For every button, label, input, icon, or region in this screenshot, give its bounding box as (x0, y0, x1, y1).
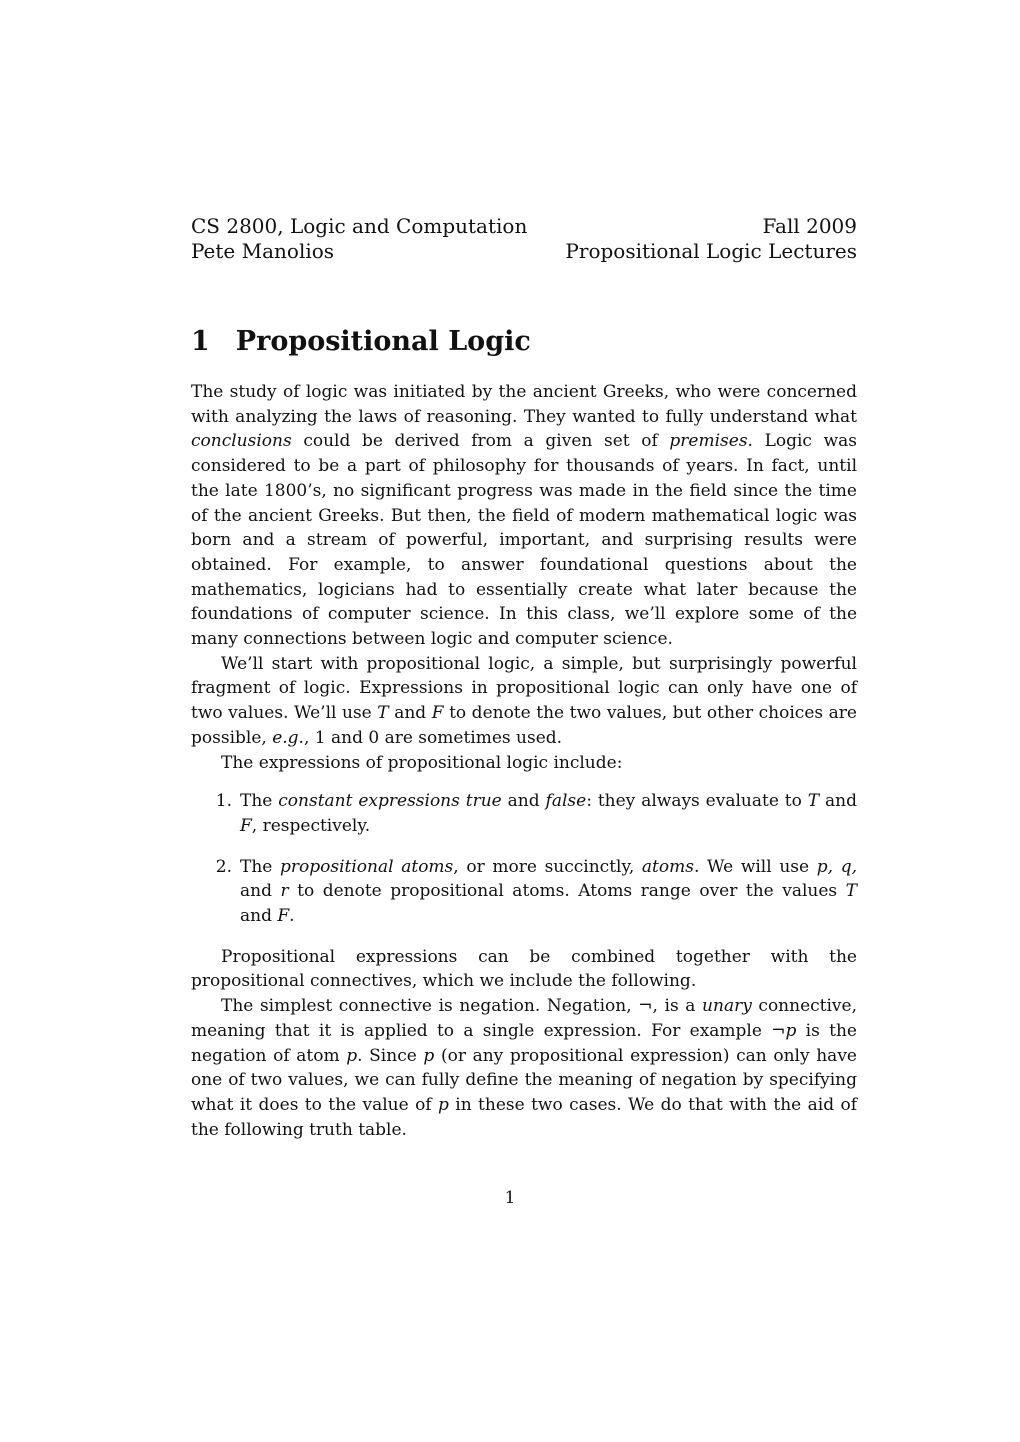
term: Fall 2009 (762, 214, 857, 238)
text-run: and (388, 703, 432, 724)
emphasis-constant: constant expressions true (278, 791, 502, 812)
text-run: , 1 and 0 are sometimes used. (303, 727, 563, 748)
math-neg-p: ¬p (771, 1020, 797, 1041)
paragraph-connectives: Propositional expressions can be combined together with the propositional connectives, which we include the following. (191, 946, 857, 992)
page-number: 1 (504, 1188, 516, 1208)
text-run: is the negation of atom (191, 1020, 857, 1066)
text-run: to denote propositional atoms. Atoms range over the values (288, 881, 846, 902)
text-run: . Since (357, 1045, 424, 1066)
header-row-2 (191, 239, 857, 264)
text-run: in these two cases. We do that with the aid of the following truth table. (191, 1094, 857, 1140)
math-p: p (423, 1045, 435, 1066)
text-run: and (240, 881, 281, 902)
text-run: connective, meaning that it is applied to a single expression. For example (191, 996, 857, 1041)
course-title: CS 2800, Logic and Computation (191, 214, 528, 238)
text-run: The (240, 856, 281, 877)
emphasis-false: false (545, 791, 587, 812)
math-pq: p, q, (816, 856, 857, 877)
math-T: T (845, 881, 857, 902)
emphasis-atoms: atoms (641, 856, 694, 877)
math-F: F (277, 906, 290, 927)
body-text (191, 380, 857, 1142)
list-number (191, 789, 240, 838)
math-T: T (377, 703, 389, 724)
text-run: : they always evaluate to (586, 791, 808, 812)
lecture-header (191, 214, 857, 264)
section-heading (191, 326, 531, 357)
section-number: 1 (191, 326, 210, 357)
paragraph-negation (191, 994, 857, 1142)
lecture-subtitle: Propositional Logic Lectures (565, 239, 857, 263)
math-r: r (280, 881, 289, 902)
text-run: The study of logic was initiated by the ancient Greeks, who were concerned with analyzing the laws of reasoning. They wanted to fully understand what (191, 382, 857, 427)
text-run: We’ll start with propositional logic, a simple, but surprisingly powerful fragment of logic. Expressions in propositional logic can only have one of two values. We’ll use (191, 653, 857, 724)
math-F: F (240, 815, 252, 836)
text-run: (or any propositional expression) can only have one of two values, we can fully define the meaning of negation by specifying what it does to the value of (191, 1045, 857, 1115)
text-run: and (501, 791, 546, 812)
list-item (191, 789, 857, 838)
list-item (191, 855, 857, 929)
emphasis-premises: premises (669, 431, 748, 452)
paragraph-intro (191, 380, 857, 652)
text-run: . Logic was considered to be a part of philosophy for thousands of years. In fact, until the late 1800’s, no significant progress was made in the field since the time of the ancient Greeks. But then, the field of modern mathematical logic was born and a stream of powerful, important, and surprising results were obtained. For example, to answer foundational questions about the mathematics, logicians had to essentially create what later because the foundations of computer science. In this class, we’ll explore some of the many connections between logic and computer science. (191, 431, 857, 650)
expression-list (191, 789, 857, 929)
math-F: F (431, 703, 444, 724)
list-number (191, 855, 240, 929)
paragraph-expressions: The expressions of propositional logic include: (221, 752, 623, 773)
text-run: . We will use (693, 856, 817, 877)
text-run: The (240, 791, 279, 812)
emphasis-unary: unary (702, 996, 752, 1017)
text-run: could be derived from a given set of (291, 431, 670, 452)
author: Pete Manolios (191, 239, 335, 263)
text-run: and (240, 906, 278, 927)
text-run: , respectively. (251, 815, 371, 836)
text-run: . (289, 906, 295, 927)
math-p: p (346, 1045, 358, 1066)
text-run: , or more succinctly, (453, 856, 642, 877)
list-number-text: 1. (215, 791, 232, 812)
emphasis-conclusions: conclusions (191, 431, 292, 452)
math-p: p (438, 1094, 449, 1115)
header-row-1 (191, 214, 857, 239)
emphasis-eg: e.g. (272, 727, 304, 748)
math-T: T (807, 791, 820, 812)
list-number-text: 2. (215, 856, 232, 877)
list-item-text (240, 855, 857, 929)
section-title-text: Propositional Logic (235, 326, 531, 357)
text-run: The simplest connective is negation. Negation, ¬, is a (221, 996, 703, 1017)
text-run: to denote the two values, but other choices are possible, (191, 703, 857, 748)
emphasis-propositional-atoms: propositional atoms (280, 856, 454, 877)
list-item-text (240, 789, 857, 838)
paragraph-propositional (191, 652, 857, 751)
text-run: and (819, 791, 858, 812)
